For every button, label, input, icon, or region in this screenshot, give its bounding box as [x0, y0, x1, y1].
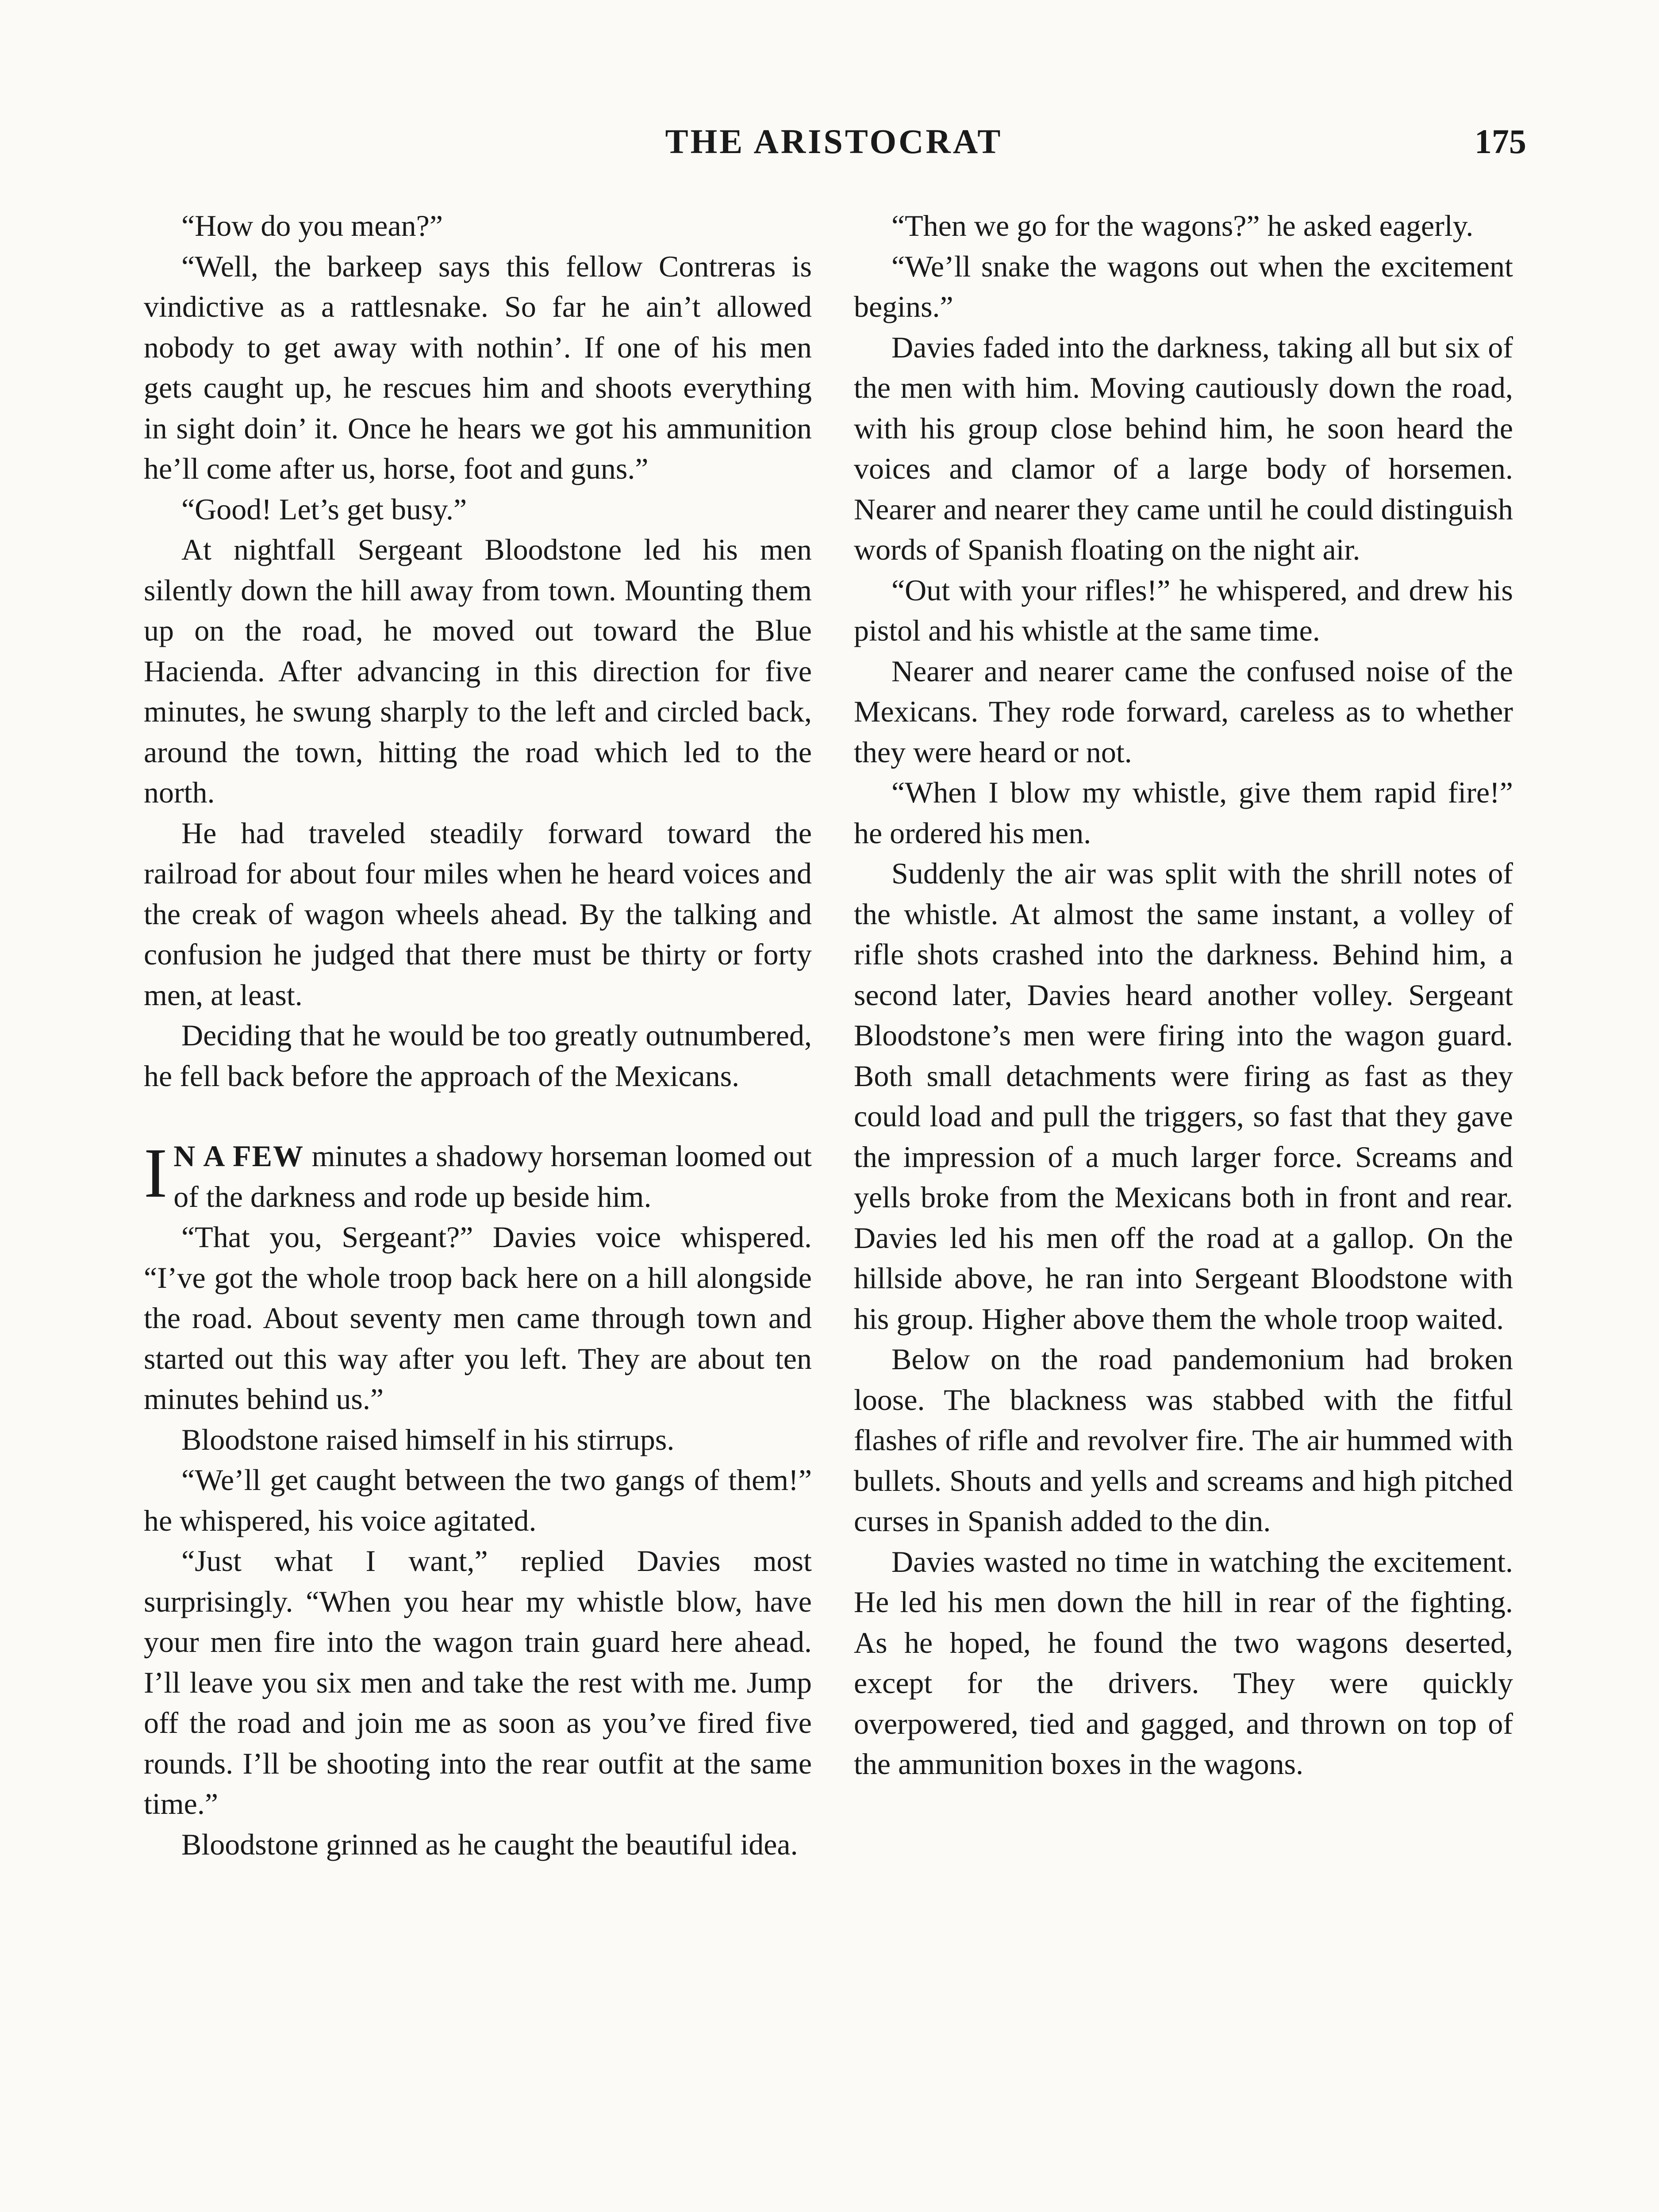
section-opening-text: minutes a shadowy horseman loomed out of the darkness and rode up beside him. — [173, 1139, 812, 1214]
paragraph: He had traveled steadily forward toward the railroad for about four miles when he heard voices and the creak of wagon wheels ahead. By the talking and confusion he judged that there must be thirty or forty men, at least. — [144, 816, 812, 1012]
paragraph: “We’ll snake the wagons out when the excitement begins.” — [854, 249, 1513, 323]
section-opening-paragraph — [144, 1133, 812, 1217]
running-head — [142, 122, 1526, 170]
paragraph: “Then we go for the wagons?” he asked eagerly. — [891, 209, 1474, 242]
page-number: 175 — [1475, 122, 1526, 161]
paragraph: Suddenly the air was split with the shrill notes of the whistle. At almost the same instant, a volley of rifle shots crashed into the darkness. Behind him, a second later, Davies heard another volley. Sergeant Bloodstone’s men were firing into the wagon guard. Both small detachments were firing as fast as they could load and pull the triggers, so fast that they gave the impression of a much larger force. Screams and yells broke from the Mexicans both in front and rear. Davies led his men off the road at a gallop. On the hillside above, he ran into Sergeant Bloodstone with his group. Higher above them the whole troop waited. — [854, 856, 1513, 1336]
paragraph: Davies wasted no time in watching the excitement. He led his men down the hill in rear of the fighting. As he hoped, he found the two wagons deserted, except for the drivers. They were quickly overpowered, tied and gagged, and thrown on top of the ammunition boxes in the wagons. — [854, 1544, 1513, 1781]
paragraph: Davies faded into the darkness, taking all but six of the men with him. Moving cautiously down the road, with his group close behind him, he soon heard the voices and clamor of a large body of horsemen. Nearer and nearer they came until he could distinguish words of Spanish floating on the night air. — [854, 330, 1513, 566]
paragraph: Bloodstone grinned as he caught the beautiful idea. — [181, 1827, 798, 1861]
right-column — [854, 206, 1513, 1785]
paragraph: “Just what I want,” replied Davies most surprisingly. “When you hear my whistle blow, have your men fire into the wagon train guard here ahead. I’ll leave you six men and take the rest with me. Jump off the road and join me as soon as you’ve fired five rounds. I’ll be shooting into the rear outfit at the same time.” — [144, 1544, 812, 1820]
paragraph: “We’ll get caught between the two gangs of them!” he whispered, his voice agitated. — [144, 1463, 812, 1537]
paragraph: Below on the road pandemonium had broken loose. The blackness was stabbed with the fitful flashes of rifle and revolver fire. The air hummed with bullets. Shouts and yells and screams and high pitched curses in Spanish added to the din. — [854, 1342, 1513, 1538]
paragraph: “Good! Let’s get busy.” — [181, 492, 467, 526]
lead-in-caps: N A FEW — [173, 1139, 304, 1173]
paragraph: Nearer and nearer came the confused noise of the Mexicans. They rode forward, careless as to whether they were heard or not. — [854, 654, 1513, 769]
paragraph: Bloodstone raised himself in his stirrups. — [181, 1422, 675, 1456]
paragraph: “That you, Sergeant?” Davies voice whispered. “I’ve got the whole troop back here on a hill alongside the road. About seventy men came through town and started out this way after you left. They are about ten minutes behind us.” — [144, 1220, 812, 1416]
paragraph: At nightfall Sergeant Bloodstone led his men silently down the hill away from town. Mounting them up on the road, he moved out toward the Blue Hacienda. After advancing in this direction for five minutes, he swung sharply to the left and circled back, around the town, hitting the road which led to the north. — [144, 533, 812, 809]
drop-cap: I — [144, 1133, 168, 1212]
paragraph: “Out with your rifles!” he whispered, and drew his pistol and his whistle at the same time. — [854, 573, 1513, 647]
paragraph: “How do you mean?” — [181, 209, 443, 242]
paragraph: “Well, the barkeep says this fellow Contreras is vindictive as a rattlesnake. So far he ain’t allowed nobody to get away with nothin’. If one of his men gets caught up, he rescues him and shoots everything in sight doin’ it. Once he hears we got his ammunition he’ll come after us, horse, foot and guns.” — [144, 249, 812, 485]
page-title: THE ARISTOCRAT — [665, 122, 1003, 161]
paragraph: Deciding that he would be too greatly outnumbered, he fell back before the approach of the Mexicans. — [144, 1018, 812, 1093]
paragraph: “When I blow my whistle, give them rapid fire!” he ordered his men. — [854, 776, 1513, 850]
left-column — [144, 206, 812, 1865]
